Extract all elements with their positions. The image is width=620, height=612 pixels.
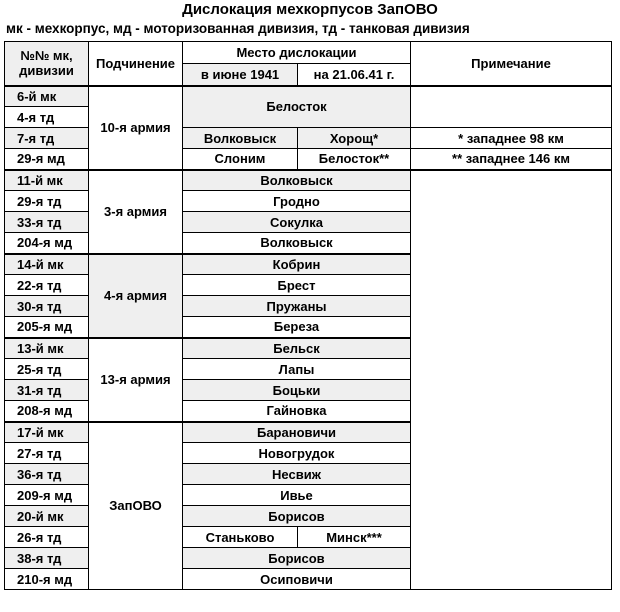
unit-cell: 209-я мд xyxy=(5,485,89,506)
unit-cell: 4-я тд xyxy=(5,107,89,128)
group-army13: 13-я армия xyxy=(89,338,183,422)
abbreviation-legend: мк - мехкорпус, мд - моторизованная дивизия, тд - танковая дивизия xyxy=(6,21,470,36)
unit-cell: 22-я тд xyxy=(5,275,89,296)
location-cell: Сокулка xyxy=(183,212,411,233)
note-cell: * западнее 98 км xyxy=(411,128,612,149)
june-location-cell: Слоним xyxy=(183,149,298,170)
group-army3: 3-я армия xyxy=(89,170,183,254)
header-date-21-06-41: на 21.06.41 г. xyxy=(298,64,411,86)
unit-cell: 29-я тд xyxy=(5,191,89,212)
unit-cell: 20-й мк xyxy=(5,506,89,527)
unit-cell: 25-я тд xyxy=(5,359,89,380)
unit-cell: 17-й мк xyxy=(5,422,89,443)
unit-cell: 7-я тд xyxy=(5,128,89,149)
unit-cell: 13-й мк xyxy=(5,338,89,359)
location-cell: Лапы xyxy=(183,359,411,380)
location-cell: Гродно xyxy=(183,191,411,212)
unit-cell: 30-я тд xyxy=(5,296,89,317)
header-location: Место дислокации xyxy=(183,42,411,64)
date-location-cell: Хорощ* xyxy=(298,128,411,149)
unit-cell: 11-й мк xyxy=(5,170,89,191)
location-cell: Осиповичи xyxy=(183,569,411,590)
table-row xyxy=(5,86,612,107)
note-cell xyxy=(411,86,612,128)
unit-cell: 6-й мк xyxy=(5,86,89,107)
unit-cell: 210-я мд xyxy=(5,569,89,590)
unit-cell: 14-й мк xyxy=(5,254,89,275)
header-subordination: Подчинение xyxy=(89,42,183,86)
unit-cell: 208-я мд xyxy=(5,401,89,422)
header-unit xyxy=(5,42,89,86)
group-zapovo: ЗапОВО xyxy=(89,422,183,590)
table-row xyxy=(5,170,612,191)
location-cell: Борисов xyxy=(183,506,411,527)
unit-cell: 27-я тд xyxy=(5,443,89,464)
header-june-1941: в июне 1941 xyxy=(183,64,298,86)
location-cell: Брест xyxy=(183,275,411,296)
location-cell: Боцьки xyxy=(183,380,411,401)
unit-cell: 31-я тд xyxy=(5,380,89,401)
header-unit-line1: №№ мк, xyxy=(20,48,73,64)
header-unit-line2: дивизии xyxy=(19,63,74,79)
location-cell: Белосток xyxy=(183,86,411,128)
unit-cell: 204-я мд xyxy=(5,233,89,254)
location-cell: Береза xyxy=(183,317,411,338)
header-note: Примечание xyxy=(411,42,612,86)
note-cell-empty xyxy=(411,170,612,590)
location-cell: Пружаны xyxy=(183,296,411,317)
location-cell: Гайновка xyxy=(183,401,411,422)
location-cell: Кобрин xyxy=(183,254,411,275)
unit-cell: 205-я мд xyxy=(5,317,89,338)
unit-cell: 29-я мд xyxy=(5,149,89,170)
group-army10: 10-я армия xyxy=(89,86,183,170)
june-location-cell: Станьково xyxy=(183,527,298,548)
unit-cell: 33-я тд xyxy=(5,212,89,233)
location-cell: Новогрудок xyxy=(183,443,411,464)
note-cell: ** западнее 146 км xyxy=(411,149,612,170)
document-title: Дислокация мехкорпусов ЗапОВО xyxy=(182,1,438,18)
location-cell: Несвиж xyxy=(183,464,411,485)
dislocation-table xyxy=(4,41,612,590)
date-location-cell: Белосток** xyxy=(298,149,411,170)
location-cell: Волковыск xyxy=(183,170,411,191)
unit-cell: 26-я тд xyxy=(5,527,89,548)
june-location-cell: Волковыск xyxy=(183,128,298,149)
location-cell: Ивье xyxy=(183,485,411,506)
group-army4: 4-я армия xyxy=(89,254,183,338)
unit-cell: 36-я тд xyxy=(5,464,89,485)
date-location-cell: Минск*** xyxy=(298,527,411,548)
location-cell: Бельск xyxy=(183,338,411,359)
location-cell: Волковыск xyxy=(183,233,411,254)
location-cell: Барановичи xyxy=(183,422,411,443)
unit-cell: 38-я тд xyxy=(5,548,89,569)
location-cell: Борисов xyxy=(183,548,411,569)
